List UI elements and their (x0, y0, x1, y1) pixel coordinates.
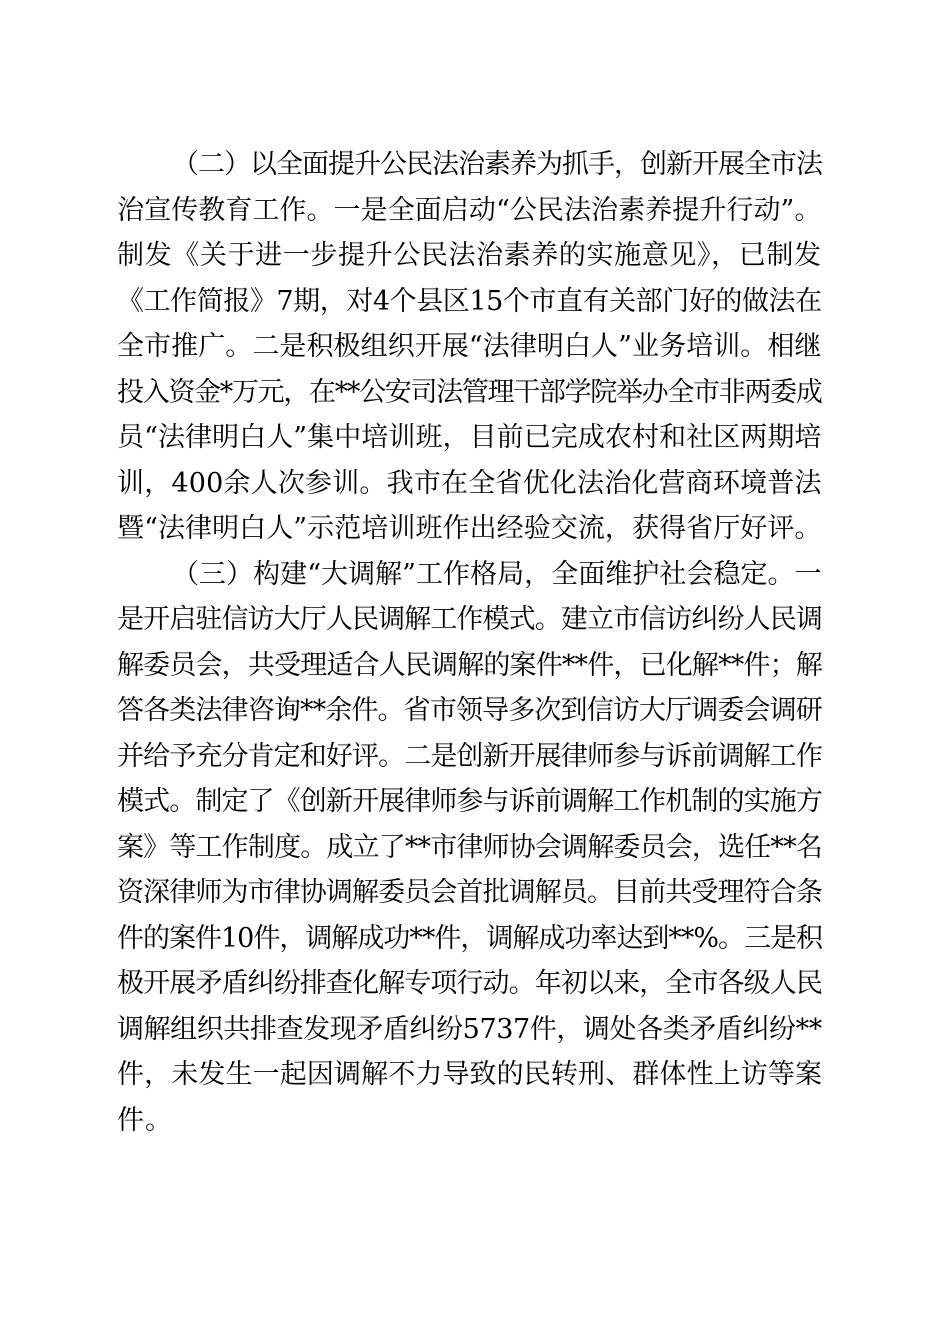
text-line: 投入资金*万元，在**公安司法管理干部学院举办全市非两委成 (117, 377, 822, 408)
text-line: 件。 (117, 1105, 173, 1136)
text-line: 《工作简报》7期，对4个县区15个市直有关部门好的做法在 (117, 286, 822, 317)
text-line: 极开展矛盾纠纷排查化解专项行动。年初以来，全市各级人民 (117, 968, 822, 999)
text-line: 训，400余人次参训。我市在全省优化法治化营商环境普法 (117, 468, 822, 499)
text-line: 暨“法律明白人”示范培训班作出经验交流，获得省厅好评。 (117, 513, 822, 544)
text-line: 答各类法律咨询**余件。省市领导多次到信访大厅调委会调研 (117, 695, 822, 726)
text-line: （二）以全面提升公民法治素养为抓手，创新开展全市法 (172, 149, 822, 180)
text-line: 案》等工作制度。成立了**市律师协会调解委员会，选任**名 (117, 832, 822, 863)
text-line: 制发《关于进一步提升公民法治素养的实施意见》，已制发 (117, 240, 822, 271)
text-line: 治宣传教育工作。一是全面启动“公民法治素养提升行动”。 (117, 195, 822, 226)
text-line: 并给予充分肯定和好评。二是创新开展律师参与诉前调解工作 (117, 741, 822, 772)
text-line: 件的案件10件，调解成功**件，调解成功率达到**%。三是积 (117, 923, 823, 954)
text-line: （三）构建“大调解”工作格局，全面维护社会稳定。一 (172, 559, 822, 590)
text-line: 模式。制定了《创新开展律师参与诉前调解工作机制的实施方 (117, 786, 822, 817)
text-line: 全市推广。二是积极组织开展“法律明白人”业务培训。相继 (117, 331, 822, 362)
text-line: 是开启驻信访大厅人民调解工作模式。建立市信访纠纷人民调 (117, 604, 822, 635)
text-line: 调解组织共排查发现矛盾纠纷5737件，调处各类矛盾纠纷** (117, 1014, 822, 1045)
text-line: 件，未发生一起因调解不力导致的民转刑、群体性上访等案 (117, 1059, 823, 1090)
text-line: 员“法律明白人”集中培训班，目前已完成农村和社区两期培 (117, 422, 822, 453)
text-line: 解委员会，共受理适合人民调解的案件**件，已化解**件；解 (117, 650, 822, 681)
text-line: 资深律师为市律协调解委员会首批调解员。目前共受理符合条 (117, 877, 822, 908)
